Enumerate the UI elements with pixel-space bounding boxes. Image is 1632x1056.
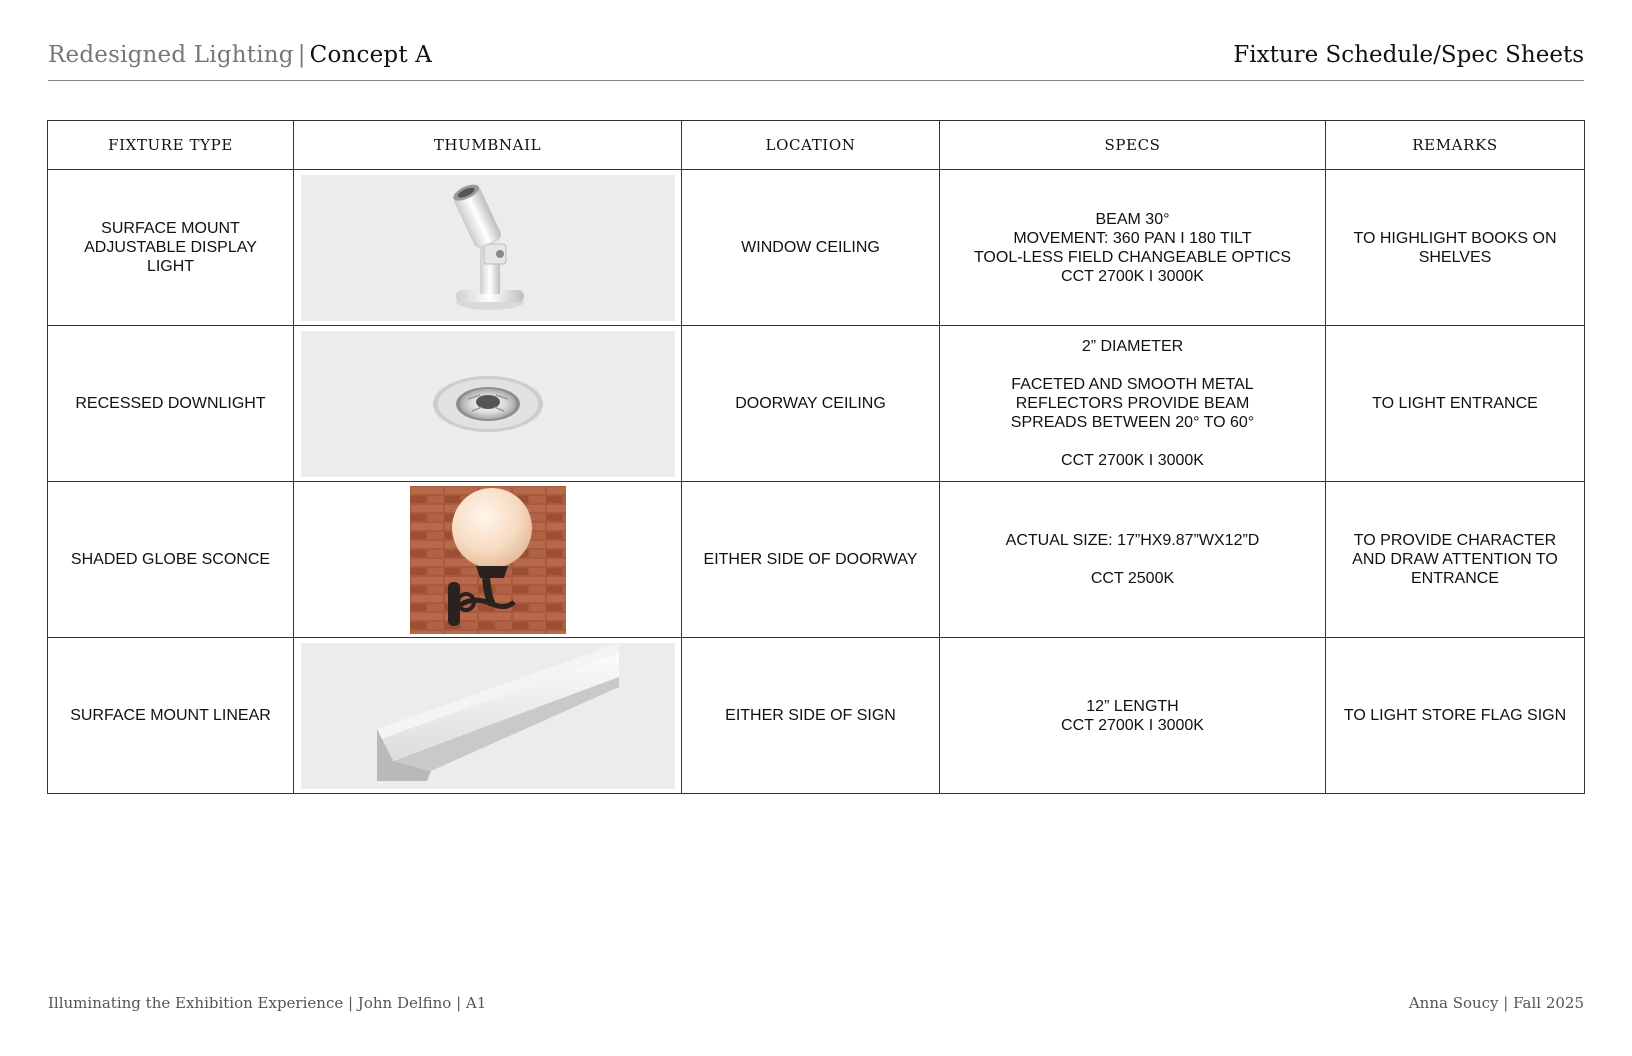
remarks-text: TO HIGHLIGHT BOOKS ON SHELVES <box>1353 229 1557 266</box>
location-text: DOORWAY CEILING <box>735 395 886 412</box>
remarks-cell <box>1326 326 1585 482</box>
fixture-type-cell <box>48 170 294 326</box>
fixture-type-cell <box>48 638 294 794</box>
thumbnail-cell <box>294 170 682 326</box>
footer-author-info: Anna Soucy | Fall 2025 <box>1408 994 1584 1012</box>
thumbnail-image <box>301 175 675 321</box>
title-separator: | <box>297 42 306 68</box>
table-header-row <box>48 121 1585 170</box>
table-row <box>48 638 1585 794</box>
remarks-cell <box>1326 170 1585 326</box>
location-cell <box>682 638 940 794</box>
table-row <box>48 170 1585 326</box>
page-header <box>48 42 1584 81</box>
sheet-title: Fixture Schedule/Spec Sheets <box>1233 42 1584 68</box>
column-header-remarks: REMARKS <box>1326 121 1585 170</box>
specs-cell <box>940 170 1326 326</box>
column-header-fixture-type: FIXTURE TYPE <box>48 121 294 170</box>
linear-light-icon <box>301 643 675 789</box>
thumbnail-cell <box>294 326 682 482</box>
column-header-specs: SPECS <box>940 121 1326 170</box>
fixture-type-cell <box>48 482 294 638</box>
remarks-cell <box>1326 638 1585 794</box>
recessed-downlight-icon <box>428 369 548 439</box>
location-text: WINDOW CEILING <box>741 239 880 256</box>
fixture-schedule-table <box>47 120 1585 794</box>
specs-text: BEAM 30° MOVEMENT: 360 PAN I 180 TILT TOOL-LESS FIELD CHANGEABLE OPTICS CCT 2700K I 3000K <box>973 210 1292 285</box>
column-header-thumbnail: THUMBNAIL <box>294 121 682 170</box>
globe-sconce-icon <box>410 486 566 634</box>
column-header-location: LOCATION <box>682 121 940 170</box>
specs-cell <box>940 638 1326 794</box>
location-cell <box>682 482 940 638</box>
location-cell <box>682 326 940 482</box>
project-title: Redesigned Lighting <box>48 42 294 68</box>
fixture-type-text: RECESSED DOWNLIGHT <box>75 395 266 412</box>
specs-cell <box>940 326 1326 482</box>
concept-title: Concept A <box>309 42 433 68</box>
specs-cell <box>940 482 1326 638</box>
table-row <box>48 482 1585 638</box>
fixture-type-text: SURFACE MOUNT ADJUSTABLE DISPLAY LIGHT <box>84 220 257 275</box>
thumbnail-image <box>301 331 675 477</box>
location-text: EITHER SIDE OF DOORWAY <box>703 551 918 568</box>
remarks-text: TO LIGHT STORE FLAG SIGN <box>1343 707 1567 724</box>
specs-text: 2” DIAMETER FACETED AND SMOOTH METAL REFLECTORS PROVIDE BEAM SPREADS BETWEEN 20° TO 60° CCT 2700K I 3000K <box>1010 338 1255 469</box>
page-title <box>48 42 432 68</box>
thumbnail-image <box>301 643 675 789</box>
fixture-type-text: SURFACE MOUNT LINEAR <box>70 707 271 724</box>
fixture-type-cell <box>48 326 294 482</box>
specs-text: 12” LENGTH CCT 2700K I 3000K <box>1061 697 1204 734</box>
remarks-text: TO PROVIDE CHARACTER AND DRAW ATTENTION TO ENTRANCE <box>1352 532 1558 587</box>
location-text: EITHER SIDE OF SIGN <box>725 707 896 724</box>
footer-course-info: Illuminating the Exhibition Experience | John Delfino | A1 <box>48 994 487 1012</box>
thumbnail-cell <box>294 638 682 794</box>
remarks-cell <box>1326 482 1585 638</box>
specs-text: ACTUAL SIZE: 17”HX9.87”WX12”D CCT 2500K <box>1005 532 1260 587</box>
location-cell <box>682 170 940 326</box>
fixture-type-text: SHADED GLOBE SCONCE <box>70 551 271 568</box>
thumbnail-cell <box>294 482 682 638</box>
remarks-text: TO LIGHT ENTRANCE <box>1372 395 1538 412</box>
table-row <box>48 326 1585 482</box>
adjustable-spotlight-icon <box>428 178 548 318</box>
